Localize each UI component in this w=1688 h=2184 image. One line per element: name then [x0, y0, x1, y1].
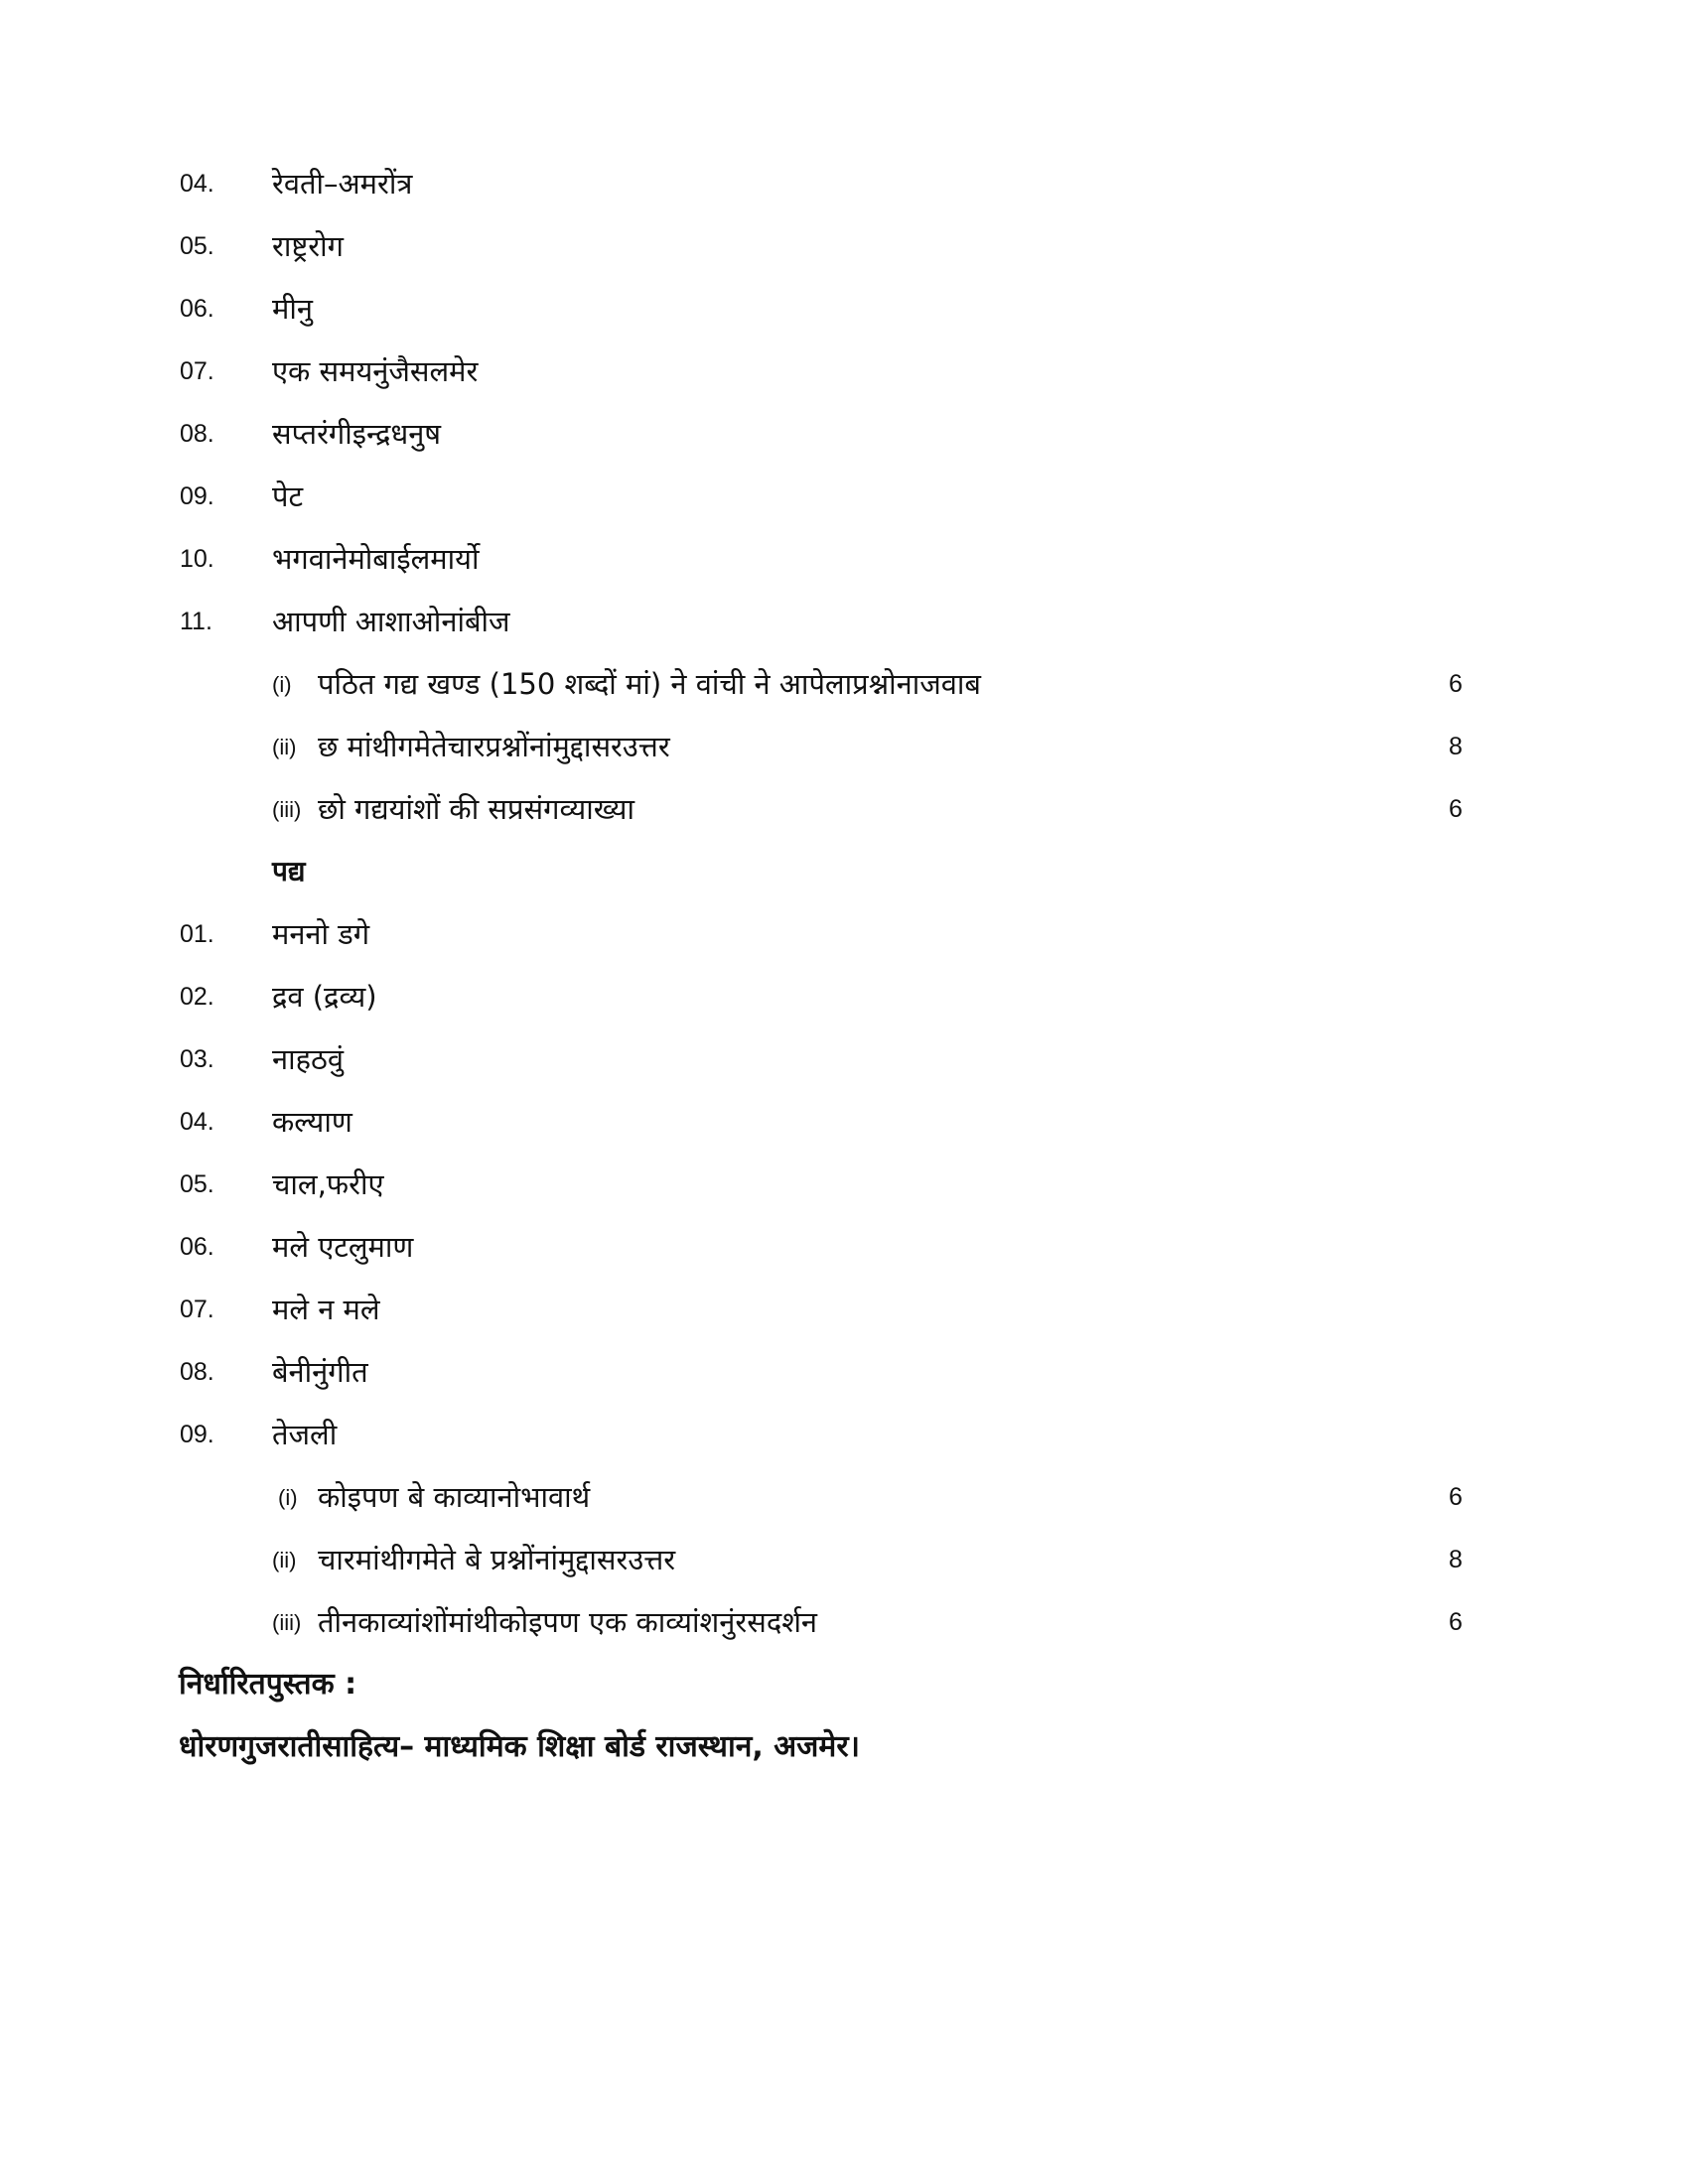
subitem-text: कोइपण बे काव्यानोभावार्थ — [318, 1480, 591, 1514]
gadya-subitem — [0, 789, 1688, 829]
prescribed-book-label-row — [0, 1662, 1688, 1702]
gadya-item — [0, 539, 1688, 579]
item-number: 09. — [180, 1421, 214, 1448]
subitem-label: (iii) — [272, 1610, 302, 1635]
item-title: नाहठवुं — [272, 1042, 344, 1076]
padya-item — [0, 1415, 1688, 1454]
item-number: 06. — [180, 295, 214, 323]
item-number: 03. — [180, 1045, 214, 1073]
subitem-text: छ मांथीगमेतेचारप्रश्नोंनांमुद्दासरउत्तर — [318, 730, 670, 763]
item-title: रेवती–अमरोंत्र — [272, 167, 413, 201]
subitem-label: (ii) — [272, 1548, 297, 1572]
item-title: मीनु — [272, 292, 313, 326]
subitem-text: तीनकाव्यांशोंमांथीकोइपण एक काव्यांशनुंरसदर्शन — [318, 1605, 818, 1639]
marks: 6 — [1449, 795, 1463, 823]
item-title: मले न मले — [272, 1293, 380, 1326]
item-number: 07. — [180, 357, 214, 385]
section-heading: पद्य — [272, 855, 306, 887]
padya-item — [0, 1227, 1688, 1267]
gadya-item — [0, 602, 1688, 641]
gadya-item — [0, 289, 1688, 329]
padya-subitem — [0, 1602, 1688, 1642]
marks: 8 — [1449, 733, 1463, 760]
item-number: 08. — [180, 1358, 214, 1386]
item-title: मननो डगे — [272, 917, 370, 951]
item-title: चाल,फरीए — [272, 1167, 384, 1201]
padya-item — [0, 1164, 1688, 1204]
padya-item — [0, 1290, 1688, 1329]
marks: 6 — [1449, 1608, 1463, 1636]
item-number: 07. — [180, 1296, 214, 1323]
item-title: तेजली — [272, 1418, 338, 1451]
item-number: 05. — [180, 1170, 214, 1198]
item-title: पेट — [272, 479, 304, 513]
padya-item — [0, 1039, 1688, 1079]
subitem-text: चारमांथीगमेते बे प्रश्नोंनांमुद्दासरउत्तर — [318, 1543, 676, 1576]
padya-subitem — [0, 1477, 1688, 1517]
item-number: 10. — [180, 545, 214, 573]
item-number: 08. — [180, 420, 214, 448]
padya-item — [0, 1102, 1688, 1142]
item-number: 04. — [180, 1108, 214, 1136]
item-number: 01. — [180, 920, 214, 948]
subitem-label: (i) — [272, 672, 292, 697]
item-title: मले एटलुमाण — [272, 1230, 414, 1264]
item-number: 06. — [180, 1233, 214, 1261]
padya-section — [0, 852, 1688, 891]
marks: 6 — [1449, 1483, 1463, 1511]
subitem-text: छो गद्ययांशों की सप्रसंगव्याख्या — [318, 792, 635, 826]
gadya-item — [0, 351, 1688, 391]
subitem-label: (iii) — [272, 797, 302, 822]
item-title: आपणी आशाओनांबीज — [272, 605, 510, 638]
item-title: एक समयनुंजैसलमेर — [272, 354, 479, 388]
item-title: बेनीनुंगीत — [272, 1355, 368, 1389]
marks: 6 — [1449, 670, 1463, 698]
item-title: कल्याण — [272, 1105, 352, 1139]
prescribed-book-title: धोरणगुजरातीसाहित्य– माध्यमिक शिक्षा बोर्ड राजस्थान, अजमेर। — [179, 1729, 860, 1764]
subitem-text: पठित गद्य खण्ड (150 शब्दों मां) ने वांची ने आपेलाप्रश्नोनाजवाब — [318, 667, 981, 701]
item-number: 05. — [180, 232, 214, 260]
subitem-label: (i) — [278, 1485, 298, 1510]
padya-item — [0, 1352, 1688, 1392]
gadya-item — [0, 164, 1688, 204]
marks: 8 — [1449, 1546, 1463, 1573]
gadya-item — [0, 226, 1688, 266]
padya-item — [0, 977, 1688, 1017]
item-number: 11. — [180, 608, 212, 635]
item-title: सप्तरंगीइन्द्रधनुष — [272, 417, 442, 451]
padya-subitem — [0, 1540, 1688, 1579]
gadya-item — [0, 414, 1688, 454]
prescribed-book-label: निर्धारितपुस्तक : — [179, 1667, 357, 1702]
item-title: द्रव (द्रव्य) — [272, 980, 377, 1014]
item-number: 09. — [180, 482, 214, 510]
item-title: भगवानेमोबाईलमार्यो — [272, 542, 480, 576]
gadya-subitem — [0, 727, 1688, 766]
prescribed-book-title-row — [0, 1724, 1688, 1764]
subitem-label: (ii) — [272, 735, 297, 759]
item-number: 02. — [180, 983, 214, 1011]
gadya-subitem — [0, 664, 1688, 704]
item-title: राष्ट्ररोग — [272, 229, 345, 263]
padya-item — [0, 914, 1688, 954]
item-number: 04. — [180, 170, 214, 198]
gadya-item — [0, 477, 1688, 516]
